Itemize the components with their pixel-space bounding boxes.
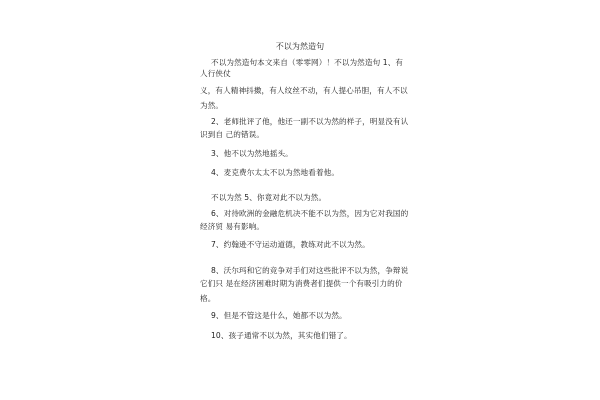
text-line: 人行侠仗 — [200, 69, 231, 78]
text-line: 经济贸 易有影响。 — [200, 222, 265, 231]
text-line: 不以为然造句本文来自（零零网）！不以为然造句 1、有 — [211, 58, 404, 67]
text-line: 格。 — [200, 294, 216, 303]
text-line: 9、但是不管这是什么，她都不以为然。 — [211, 311, 347, 320]
text-line: 不以为然 5、你竟对此不以为然。 — [211, 193, 327, 202]
text-line: 识到自 己的错误。 — [200, 130, 265, 139]
document-title: 不以为然造句 — [275, 42, 325, 51]
text-line: 4、麦克费尔太太不以为然地看着他。 — [211, 168, 340, 177]
text-line: 2、老师批评了他，他还一副不以为然的样子，明显没有认 — [211, 117, 409, 126]
text-line: 3、他不以为然地摇头。 — [211, 149, 293, 158]
text-line: 它们只 是在经济困难时期为消费者们提供一个有吸引力的价 — [200, 279, 403, 288]
text-line: 10、孩子通常不以为然，其实他们错了。 — [211, 331, 352, 340]
text-line: 义，有人精神抖擞，有人纹丝不动，有人提心吊胆，有人不以 — [200, 86, 408, 95]
text-line: 为然。 — [200, 101, 224, 110]
text-line: 7、约翰逊不守运动道德，教练对此不以为然。 — [211, 240, 370, 249]
text-line: 8、沃尔玛和它的竞争对手们对这些批评不以为然，争辩说 — [211, 266, 409, 275]
text-line: 6、对待欧洲的金融危机决不能不以为然，因为它对我国的 — [211, 209, 409, 218]
